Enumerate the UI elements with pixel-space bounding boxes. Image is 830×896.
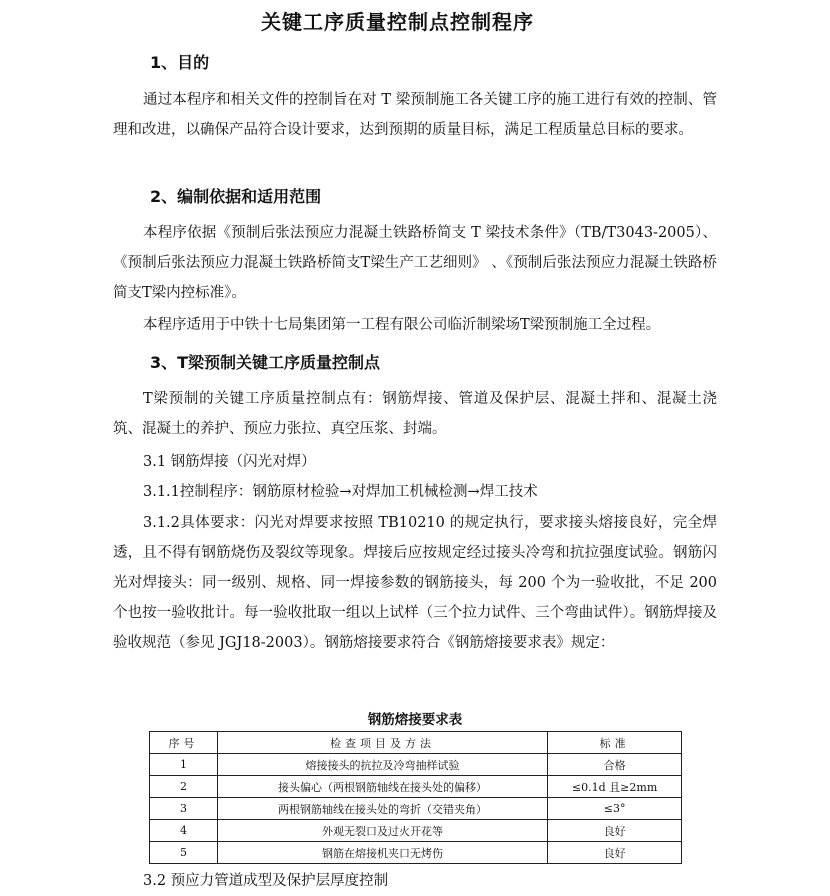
row-item: 熔接接头的抗拉及冷弯抽样试验 xyxy=(217,754,547,776)
row-index: 1 xyxy=(150,754,218,776)
row-index: 4 xyxy=(150,820,218,842)
row-item: 外观无裂口及过火开花等 xyxy=(217,820,547,842)
row-standard: 良好 xyxy=(548,820,682,842)
row-item: 接头偏心（两根钢筋轴线在接头处的偏移） xyxy=(217,776,547,798)
table-header-row xyxy=(150,732,682,754)
table-row xyxy=(150,798,682,820)
section-1-heading: 1、目的 xyxy=(150,53,210,72)
subsection-3-1-1: 3.1.1控制程序：钢筋原材检验→对焊加工机械检测→焊工技术 xyxy=(143,484,538,500)
table-row xyxy=(150,842,682,864)
table-row xyxy=(150,754,682,776)
section-1-paragraph: 通过本程序和相关文件的控制旨在对 T 梁预制施工各关键工序的施工进行有效的控制、管理和改进，以确保产品符合设计要求，达到预期的质量目标，满足工程质量总目标的要求。 xyxy=(113,92,717,138)
header-index: 序号 xyxy=(150,732,218,754)
row-index: 2 xyxy=(150,776,218,798)
table-row xyxy=(150,820,682,842)
row-index: 5 xyxy=(150,842,218,864)
row-index: 3 xyxy=(150,798,218,820)
section-3-heading: 3、T梁预制关键工序质量控制点 xyxy=(150,353,381,372)
welding-requirements-table xyxy=(149,731,682,864)
subsection-3-1-heading: 3.1 钢筋焊接（闪光对焊） xyxy=(143,454,316,470)
header-standard: 标准 xyxy=(548,732,682,754)
section-2-paragraph-scope: 本程序适用于中铁十七局集团第一工程有限公司临沂制梁场T梁预制施工全过程。 xyxy=(143,317,661,333)
section-2-heading: 2、编制依据和适用范围 xyxy=(150,187,322,206)
document-title: 关键工序质量控制点控制程序 xyxy=(261,10,534,34)
row-item: 钢筋在熔接机夹口无烤伤 xyxy=(217,842,547,864)
row-standard: 良好 xyxy=(548,842,682,864)
row-standard: ≤0.1d 且≥2mm xyxy=(548,776,682,798)
table-row xyxy=(150,776,682,798)
row-standard: ≤3° xyxy=(548,798,682,820)
row-standard: 合格 xyxy=(548,754,682,776)
section-3-paragraph: T梁预制的关键工序质量控制点有：钢筋焊接、管道及保护层、混凝土拌和、混凝土浇筑、混凝土的养护、预应力张拉、真空压浆、封端。 xyxy=(113,391,717,437)
subsection-3-2-heading-cut: 3.2 预应力管道成型及保护层厚度控制 xyxy=(143,873,389,889)
section-2-paragraph-basis: 本程序依据《预制后张法预应力混凝土铁路桥简支 T 梁技术条件》（TB/T3043-2005）、《预制后张法预应力混凝土铁路桥简支T梁生产工艺细则》 、《预制后张法预应力混凝土铁路桥简支T梁内控标准》。 xyxy=(113,225,717,301)
subsection-3-1-2: 3.1.2具体要求：闪光对焊要求按照 TB10210 的规定执行，要求接头熔接良好，完全焊透，且不得有钢筋烧伤及裂纹等现象。焊接后应按规定经过接头冷弯和抗拉强度试验。钢筋闪光对焊接头：同一级别、规格、同一焊接参数的钢筋接头，每 200 个为一验收批，不足 200 个也按一验收批计。每一验收批取一组以上试样（三个拉力试件、三个弯曲试件）。钢筋焊接及验收规范（参见 JGJ18-2003）。钢筋熔接要求符合《钢筋熔接要求表》规定： xyxy=(113,515,717,651)
row-item: 两根钢筋轴线在接头处的弯折（交错夹角） xyxy=(217,798,547,820)
table-caption: 钢筋熔接要求表 xyxy=(367,712,463,728)
header-item: 检查项目及方法 xyxy=(217,732,547,754)
